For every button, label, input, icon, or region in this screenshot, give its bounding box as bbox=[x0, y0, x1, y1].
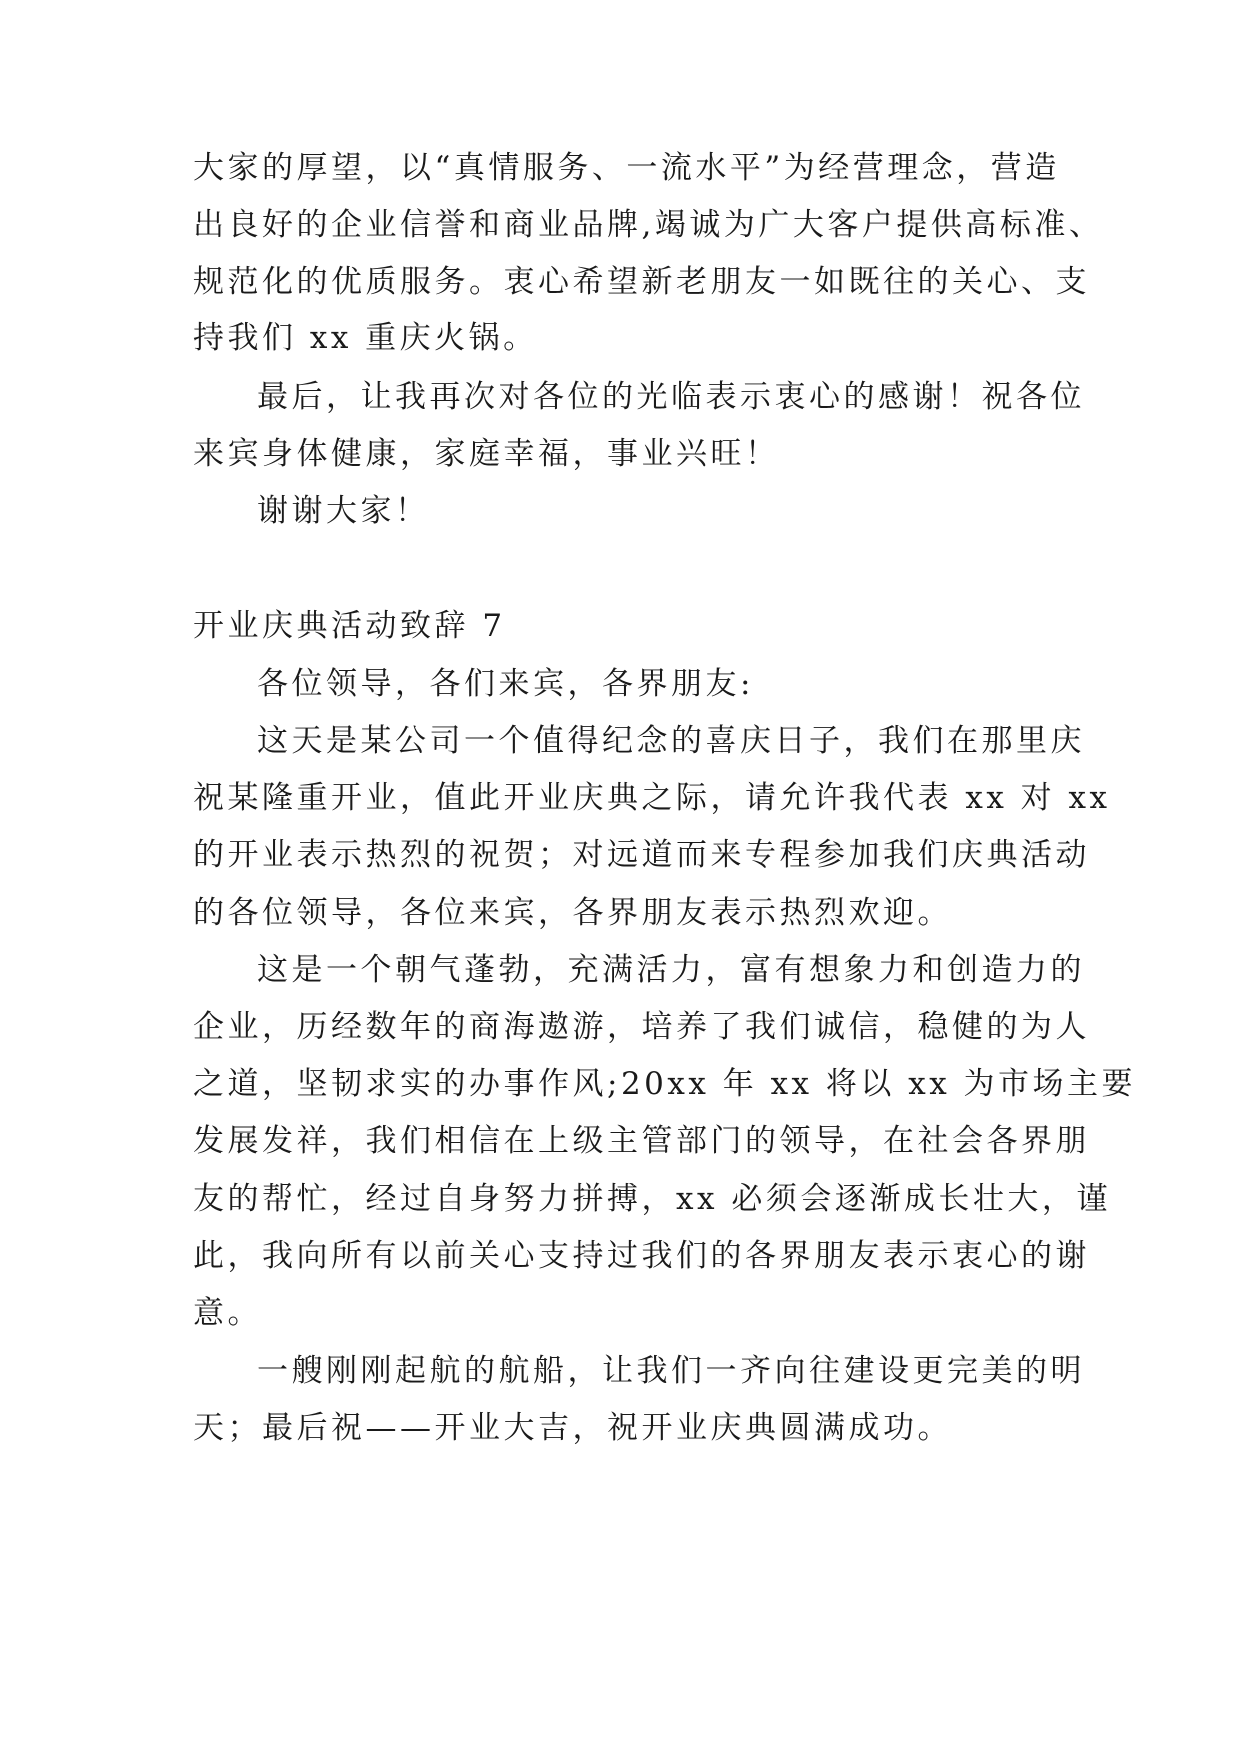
body-text-line: 这是一个朝气蓬勃，充满活力，富有想象力和创造力的 bbox=[257, 952, 1085, 988]
body-text-line: 大家的厚望，以“真情服务、一流水平”为经营理念，营造 bbox=[193, 150, 1060, 186]
salutation: 各位领导，各们来宾，各界朋友: bbox=[257, 666, 754, 702]
body-text-line: 友的帮忙，经过自身努力拼搏，xx 必须会逐渐成长壮大，谨 bbox=[193, 1181, 1111, 1217]
body-text-line: 祝某隆重开业，值此开业庆典之际，请允许我代表 xx 对 xx bbox=[193, 780, 1111, 816]
body-text-line: 谢谢大家！ bbox=[257, 493, 430, 529]
body-text-line: 此，我向所有以前关心支持过我们的各界朋友表示衷心的谢 bbox=[193, 1238, 1090, 1274]
body-text-line: 最后，让我再次对各位的光临表示衷心的感谢！祝各位 bbox=[257, 379, 1085, 415]
body-text-line: 一艘刚刚起航的航船，让我们一齐向往建设更完美的明 bbox=[257, 1353, 1085, 1389]
body-text-line: 来宾身体健康，家庭幸福，事业兴旺！ bbox=[193, 436, 780, 472]
body-text-line: 的各位领导，各位来宾，各界朋友表示热烈欢迎。 bbox=[193, 895, 952, 931]
body-text-line: 规范化的优质服务。衷心希望新老朋友一如既往的关心、支 bbox=[193, 264, 1090, 300]
body-text-line: 持我们 xx 重庆火锅。 bbox=[193, 320, 538, 356]
section-title: 开业庆典活动致辞 7 bbox=[193, 608, 506, 644]
body-text-line: 之道，坚韧求实的办事作风;20xx 年 xx 将以 xx 为市场主要 bbox=[193, 1066, 1137, 1102]
body-text-line: 企业，历经数年的商海遨游，培养了我们诚信，稳健的为人 bbox=[193, 1009, 1090, 1045]
body-text-line: 这天是某公司一个值得纪念的喜庆日子，我们在那里庆 bbox=[257, 723, 1085, 759]
body-text-line: 出良好的企业信誉和商业品牌,竭诚为广大客户提供高标准、 bbox=[193, 207, 1104, 243]
body-text-line: 发展发祥，我们相信在上级主管部门的领导，在社会各界朋 bbox=[193, 1123, 1090, 1159]
body-text-line: 的开业表示热烈的祝贺；对远道而来专程参加我们庆典活动 bbox=[193, 837, 1090, 873]
body-text-line: 天；最后祝——开业大吉，祝开业庆典圆满成功。 bbox=[193, 1410, 952, 1446]
body-text-line: 意。 bbox=[193, 1295, 262, 1331]
